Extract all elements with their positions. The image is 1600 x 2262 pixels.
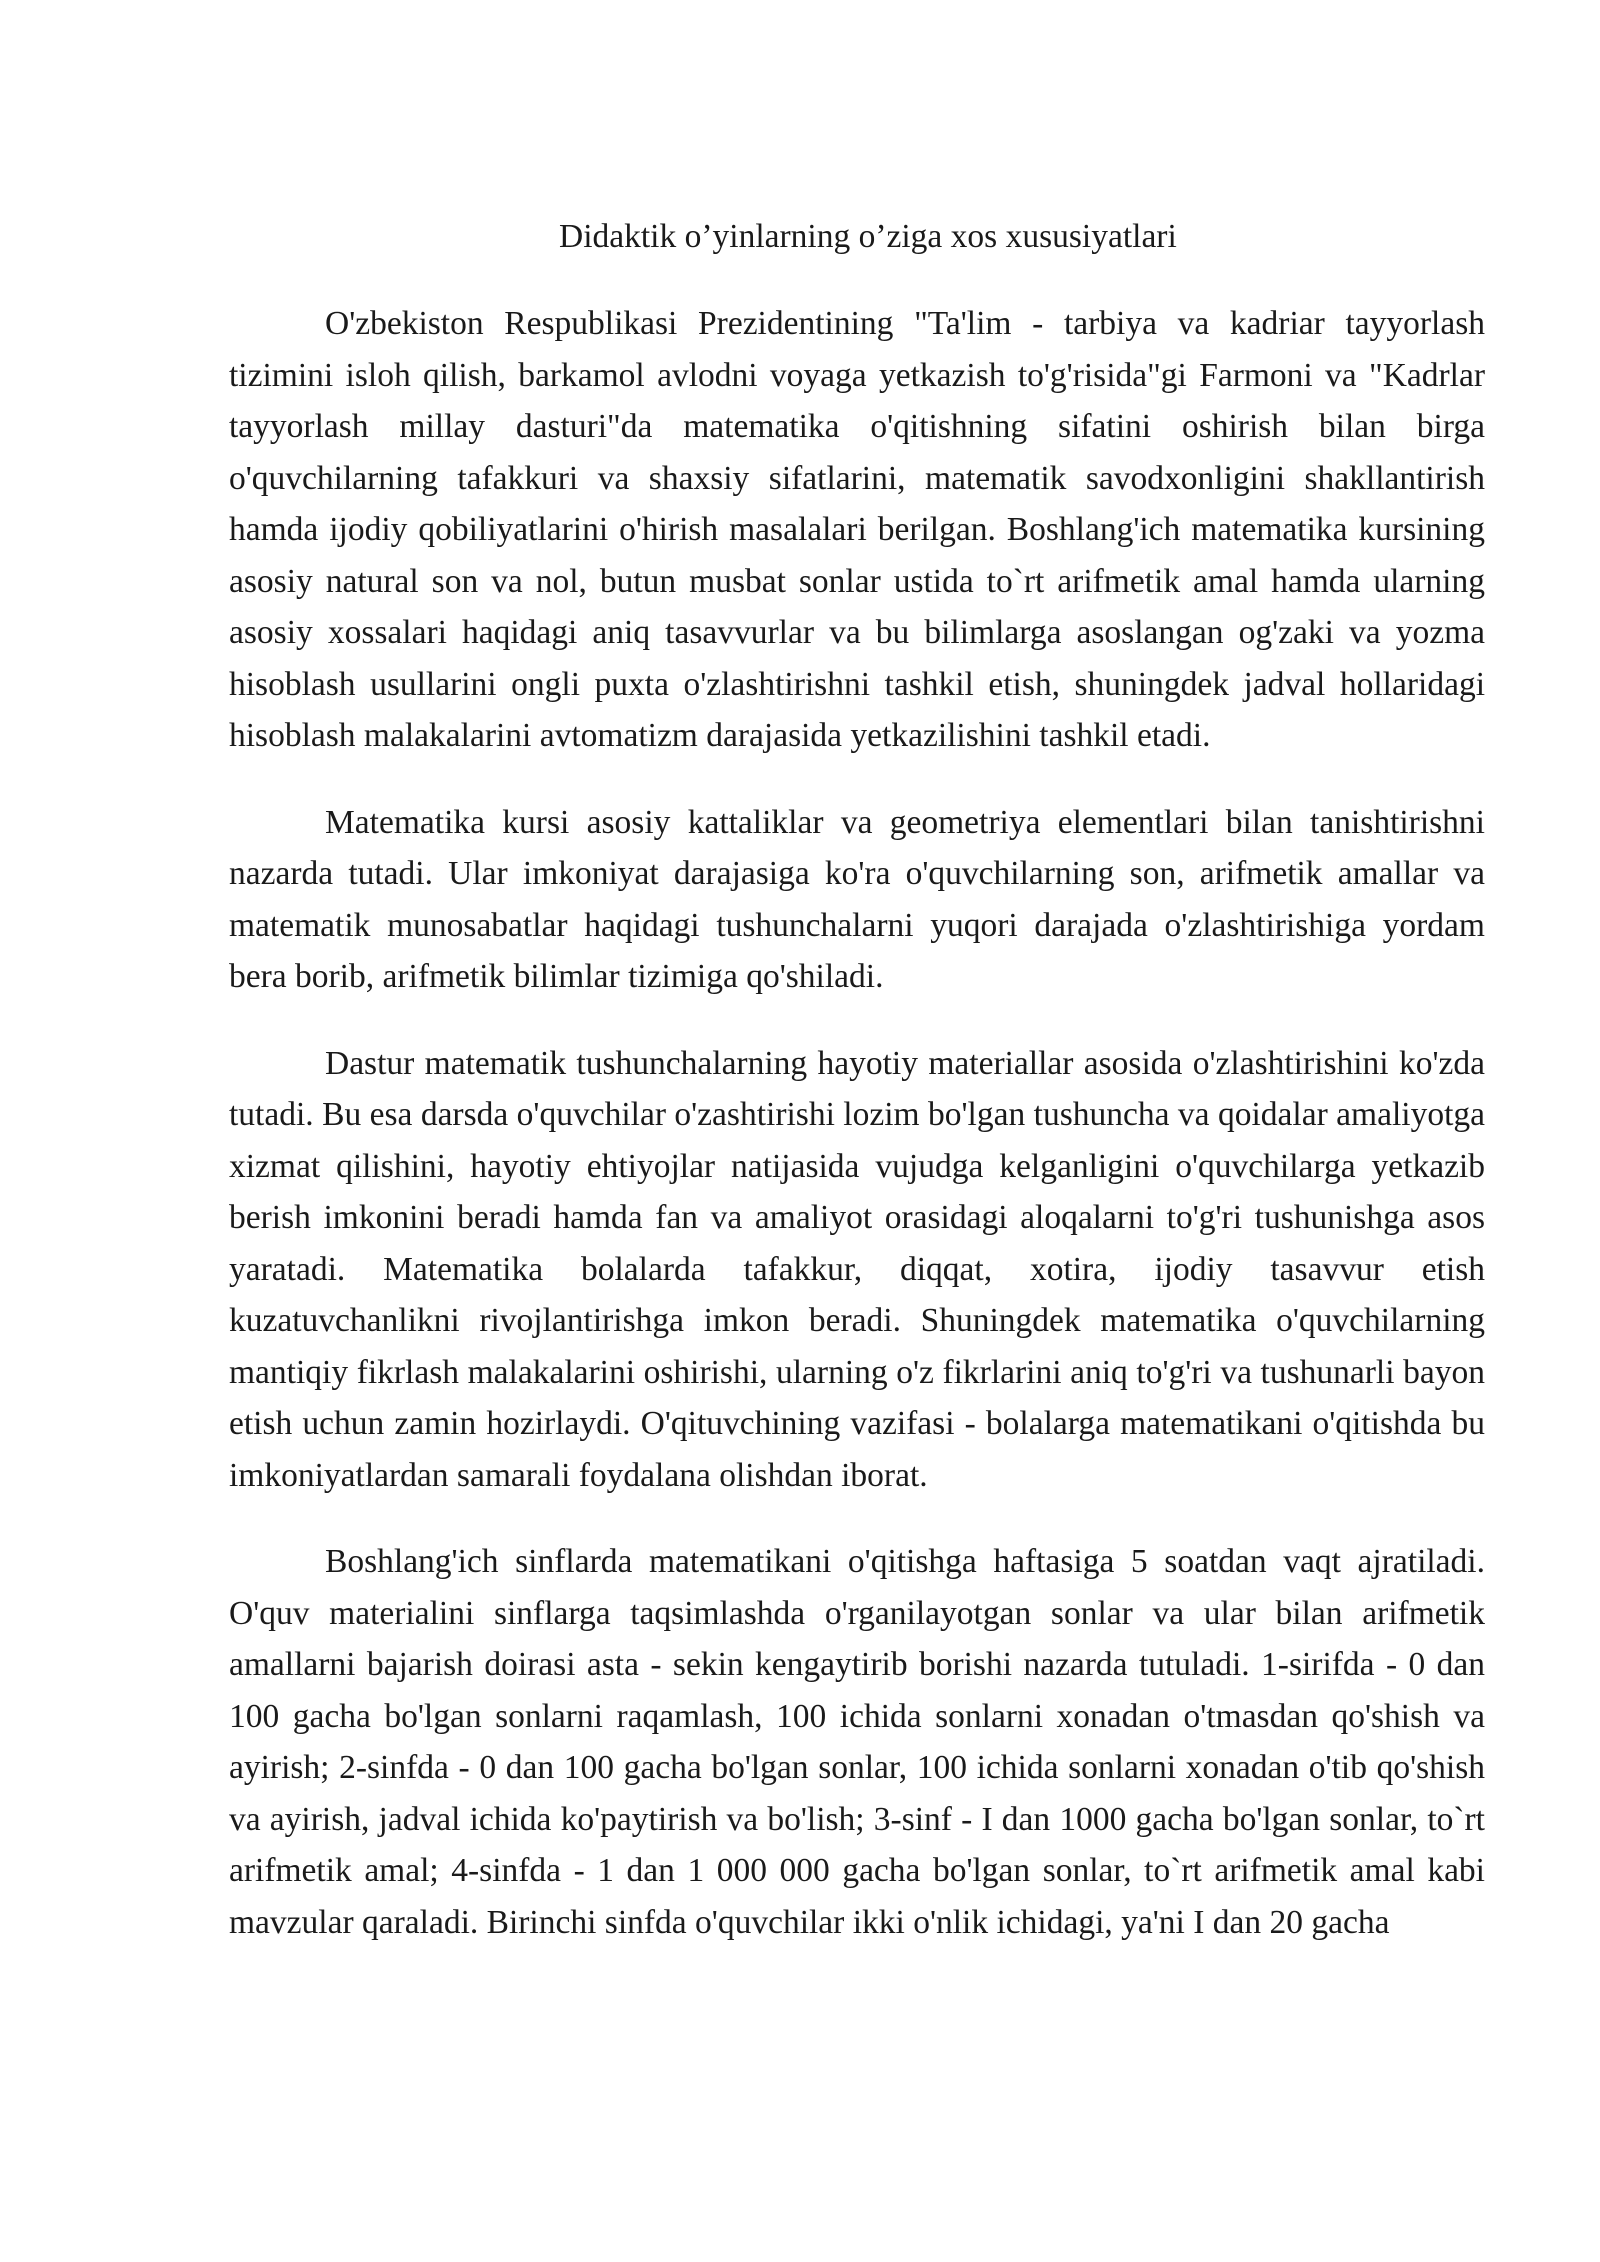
paragraph-4: Boshlang'ich sinflarda matematikani o'qitishga haftasiga 5 soatdan vaqt ajratiladi. O'quv materialini sinflarga taqsimlashda o'rganilayotgan sonlar va ular bilan arifmetik amallarni bajarish doirasi asta - sekin kengaytirib borishi nazarda tutuladi. 1-sirifda - 0 dan 100 gacha bo'lgan sonlarni raqamlash, 100 ichida sonlarni xonadan o'tmasdan qo'shish va ayirish; 2-sinfda - 0 dan 100 gacha bo'lgan sonlar, 100 ichida sonlarni xonadan o'tib qo'shish va ayirish, jadval ichida ko'paytirish va bo'lish; 3-sinf - I dan 1000 gacha bo'lgan sonlar, to`rt arifmetik amal; 4-sinfda - 1 dan 1 000 000 gacha bo'lgan sonlar, to`rt arifmetik amal kabi mavzular qaraladi. Birinchi sinfda o'quvchilar ikki o'nlik ichidagi, ya'ni I dan 20 gacha	[229, 1543, 1485, 1941]
paragraph-3: Dastur matematik tushunchalarning hayotiy materiallar asosida o'zlashtirishini ko'zda tutadi. Bu esa darsda o'quvchilar o'zashtirishi lozim bo'lgan tushuncha va qoidalar amaliyotga xizmat qilishini, hayotiy ehtiyojlar natijasida vujudga kelganligini o'quvchilarga yetkazib berish imkonini beradi hamda fan va amaliyot orasidagi aloqalarni to'g'ri tushunishga asos yaratadi. Matematika bolalarda tafakkur, diqqat, xotira, ijodiy tasavvur etish kuzatuvchanlikni rivojlantirishga imkon beradi. Shuningdek matematika o'quvchilarning mantiqiy fikrlash malakalarini oshirishi, ularning o'z fikrlarini aniq to'g'ri va tushunarli bayon etish uchun zamin hozirlaydi. O'qituvchining vazifasi - bolalarga matematikani o'qitishda bu imkoniyatlardan samarali foydalana olishdan iborat.	[229, 1044, 1485, 1494]
paragraph-1: O'zbekiston Respublikasi Prezidentining "Ta'lim - tarbiya va kadriar tayyorlash tizimini isloh qilish, barkamol avlodni voyaga yetkazish to'g'risida"gi Farmoni va "Kadrlar tayyorlash millay dasturi"da matematika o'qitishning sifatini oshirish bilan birga o'quvchilarning tafakkuri va shaxsiy sifatlarini, matematik savodxonligini shakllantirish hamda ijodiy qobiliyatlarini o'hirish masalalari berilgan. Boshlang'ich matematika kursining asosiy natural son va nol, butun musbat sonlar ustida to`rt arifmetik amal hamda ularning asosiy xossalari haqidagi aniq tasavvurlar va bu bilimlarga asoslangan og'zaki va yozma hisoblash usullarini ongli puxta o'zlashtirishni tashkil etish, shuningdek jadval hollaridagi hisoblash malakalarini avtomatizm darajasida yetkazilishini tashkil etadi.	[229, 305, 1485, 754]
document-page	[229, 206, 1485, 1983]
paragraph-2: Matematika kursi asosiy kattaliklar va geometriya elementlari bilan tanishtirishni nazarda tutadi. Ular imkoniyat darajasiga ko'ra o'quvchilarning son, arifmetik amallar va matematik munosabatlar haqidagi tushunchalarni yuqori darajada o'zlashtirishiga yordam bera borib, arifmetik bilimlar tizimiga qo'shiladi.	[229, 803, 1485, 995]
document-title: Didaktik o’yinlarning o’ziga xos xususiyatlari	[559, 218, 1177, 255]
